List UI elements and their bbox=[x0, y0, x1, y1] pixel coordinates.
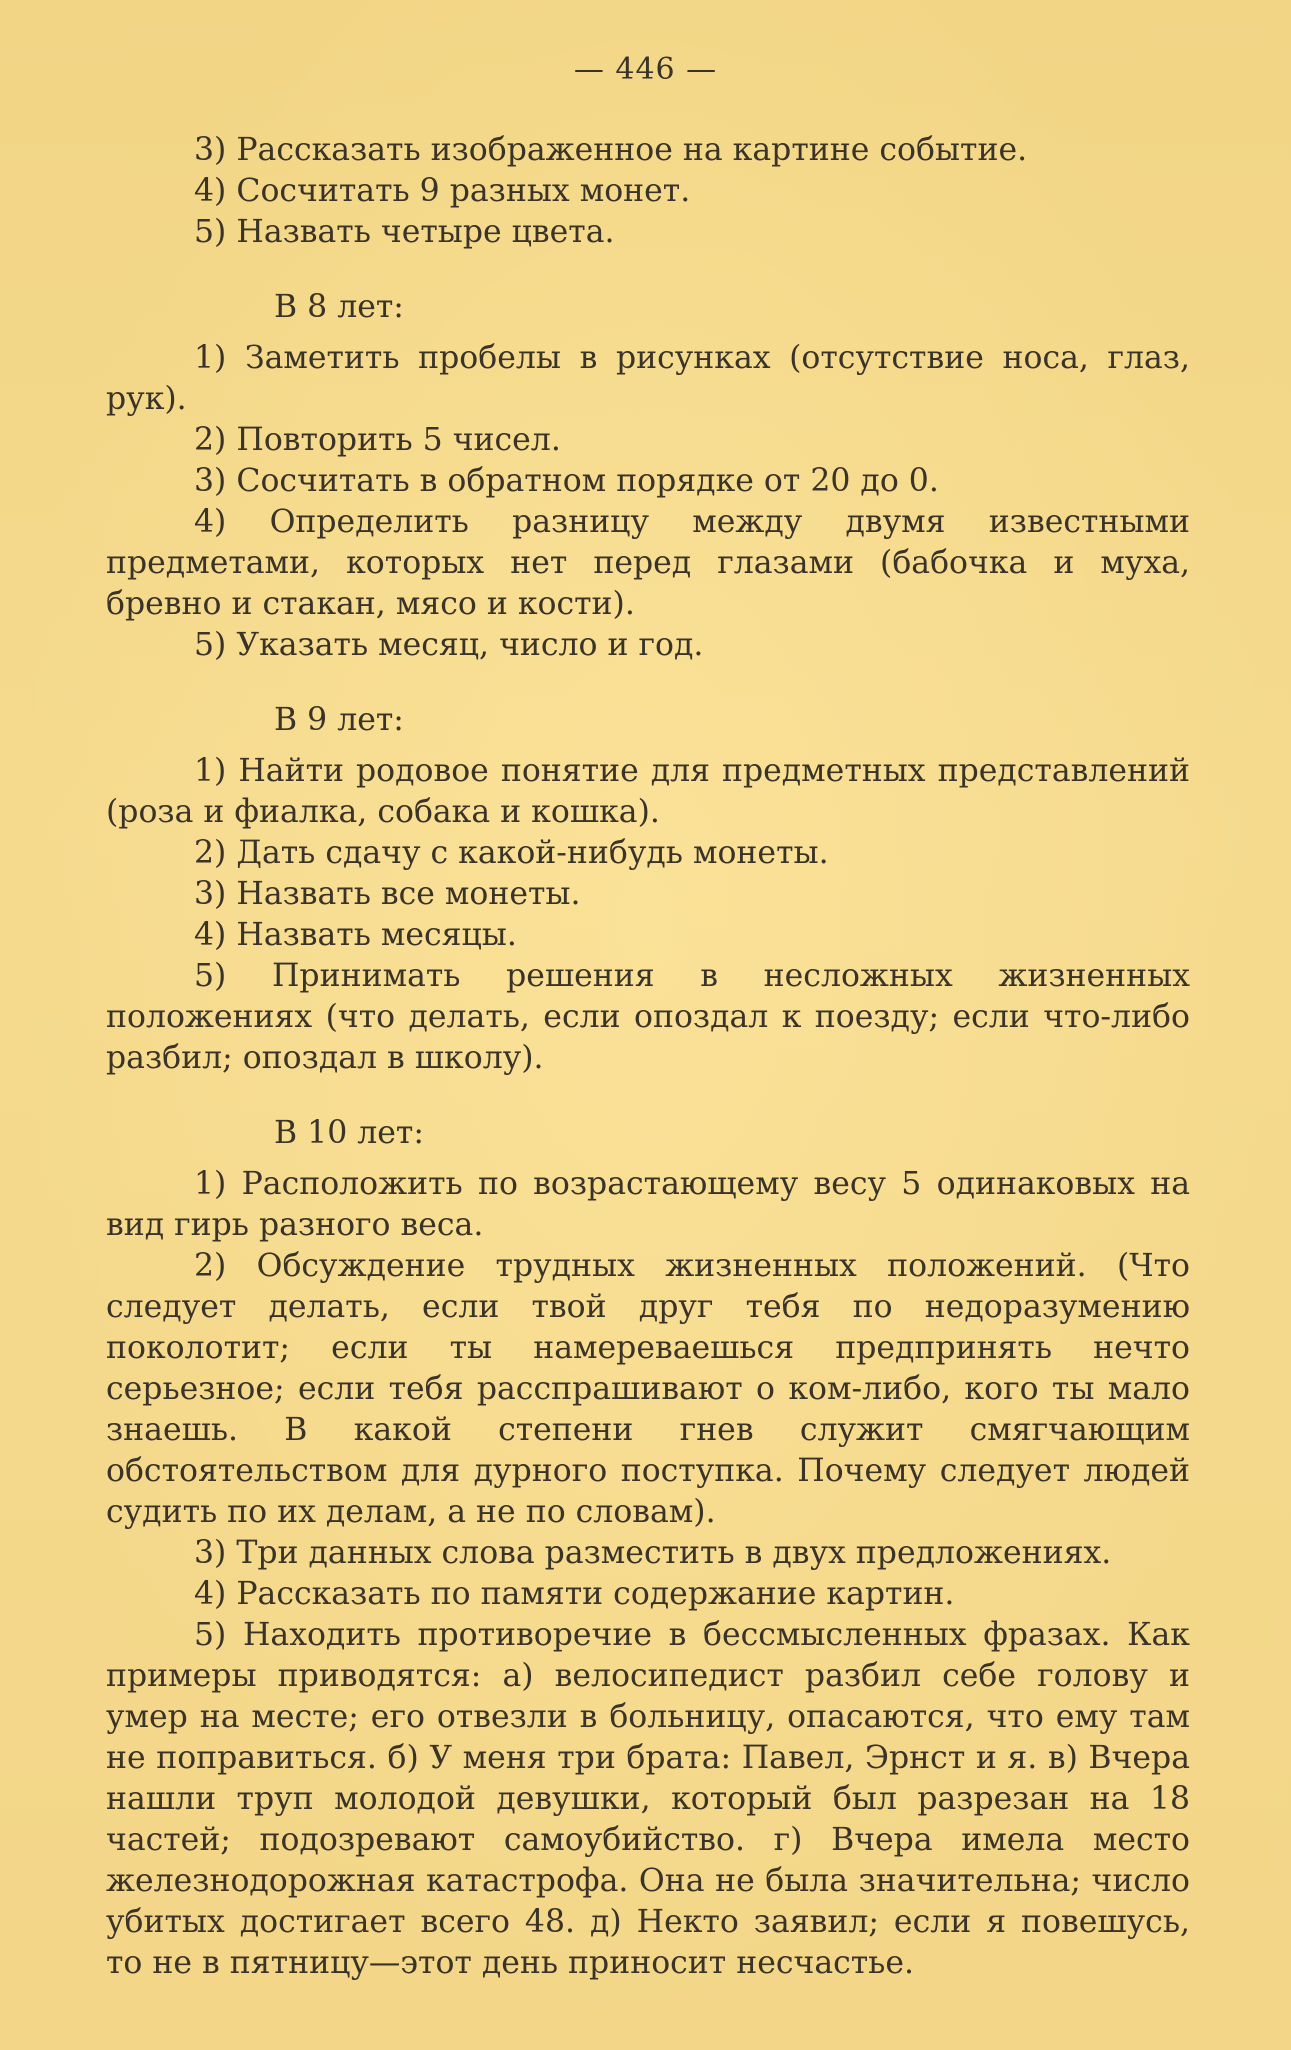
list-item: 4) Сосчитать 9 разных монет. bbox=[194, 173, 691, 209]
list-item: 1) Заметить пробелы в рисунках (отсутствие носа, глаз, рук). bbox=[106, 340, 1190, 417]
list-item: 1) Расположить по возрастающему весу 5 одинаковых на вид гирь разного веса. bbox=[106, 1166, 1190, 1243]
list-item: 4) Назвать месяцы. bbox=[194, 917, 517, 953]
list-item: 3) Рассказать изображенное на картине событие. bbox=[194, 132, 1028, 168]
section-heading-age-9: В 9 лет: bbox=[274, 702, 404, 738]
list-item: 3) Сосчитать в обратном порядке от 20 до 0. bbox=[194, 463, 939, 499]
section-heading-age-8: В 8 лет: bbox=[274, 289, 404, 325]
list-item: 4) Определить разницу между двумя известными предметами, которых нет перед глазами (бабочка и муха, бревно и стакан, мясо и кости). bbox=[106, 504, 1190, 622]
page-number: — 446 — bbox=[573, 52, 718, 87]
list-item: 3) Три данных слова разместить в двух предложениях. bbox=[194, 1535, 1112, 1571]
list-item: 5) Находить противоречие в бессмысленных фразах. Как примеры приводятся: а) велосипедист разбил себе голову и умер на месте; его отвезли в больницу, опасаются, что ему там не поправиться. б) У меня три брата: Павел, Эрнст и я. в) Вчера нашли труп молодой девушки, который был разрезан на 18 частей; подозревают самоубийство. г) Вчера имела место железнодорожная катастрофа. Она не была значительна; число убитых достигает всего 48. д) Некто заявил; если я повешусь, то не в пятницу—этот день приносит несчастье. bbox=[106, 1617, 1190, 1981]
list-item: 5) Указать месяц, число и год. bbox=[194, 627, 704, 663]
page-body bbox=[106, 130, 1190, 1984]
list-item: 3) Назвать все монеты. bbox=[194, 876, 581, 912]
list-item: 2) Обсуждение трудных жизненных положений. (Что следует делать, если твой друг тебя по недоразумению поколотит; если ты намереваешься предпринять нечто серьезное; если тебя расспрашивают о ком-либо, кого ты мало знаешь. В какой степени гнев служит смягчающим обстоятельством для дурного поступка. Почему следует людей судить по их делам, а не по словам). bbox=[106, 1248, 1190, 1530]
list-item: 5) Принимать решения в несложных жизненных положениях (что делать, если опоздал к поезду; если что-либо разбил; опоздал в школу). bbox=[106, 958, 1190, 1076]
list-item: 1) Найти родовое понятие для предметных представлений (роза и фиалка, собака и кошка). bbox=[106, 753, 1190, 830]
list-item: 2) Повторить 5 чисел. bbox=[194, 422, 561, 458]
list-item: 4) Рассказать по памяти содержание картин. bbox=[194, 1576, 955, 1612]
section-heading-age-10: В 10 лет: bbox=[274, 1115, 424, 1151]
list-item: 5) Назвать четыре цвета. bbox=[194, 214, 615, 250]
list-item: 2) Дать сдачу с какой-нибудь монеты. bbox=[194, 835, 829, 871]
